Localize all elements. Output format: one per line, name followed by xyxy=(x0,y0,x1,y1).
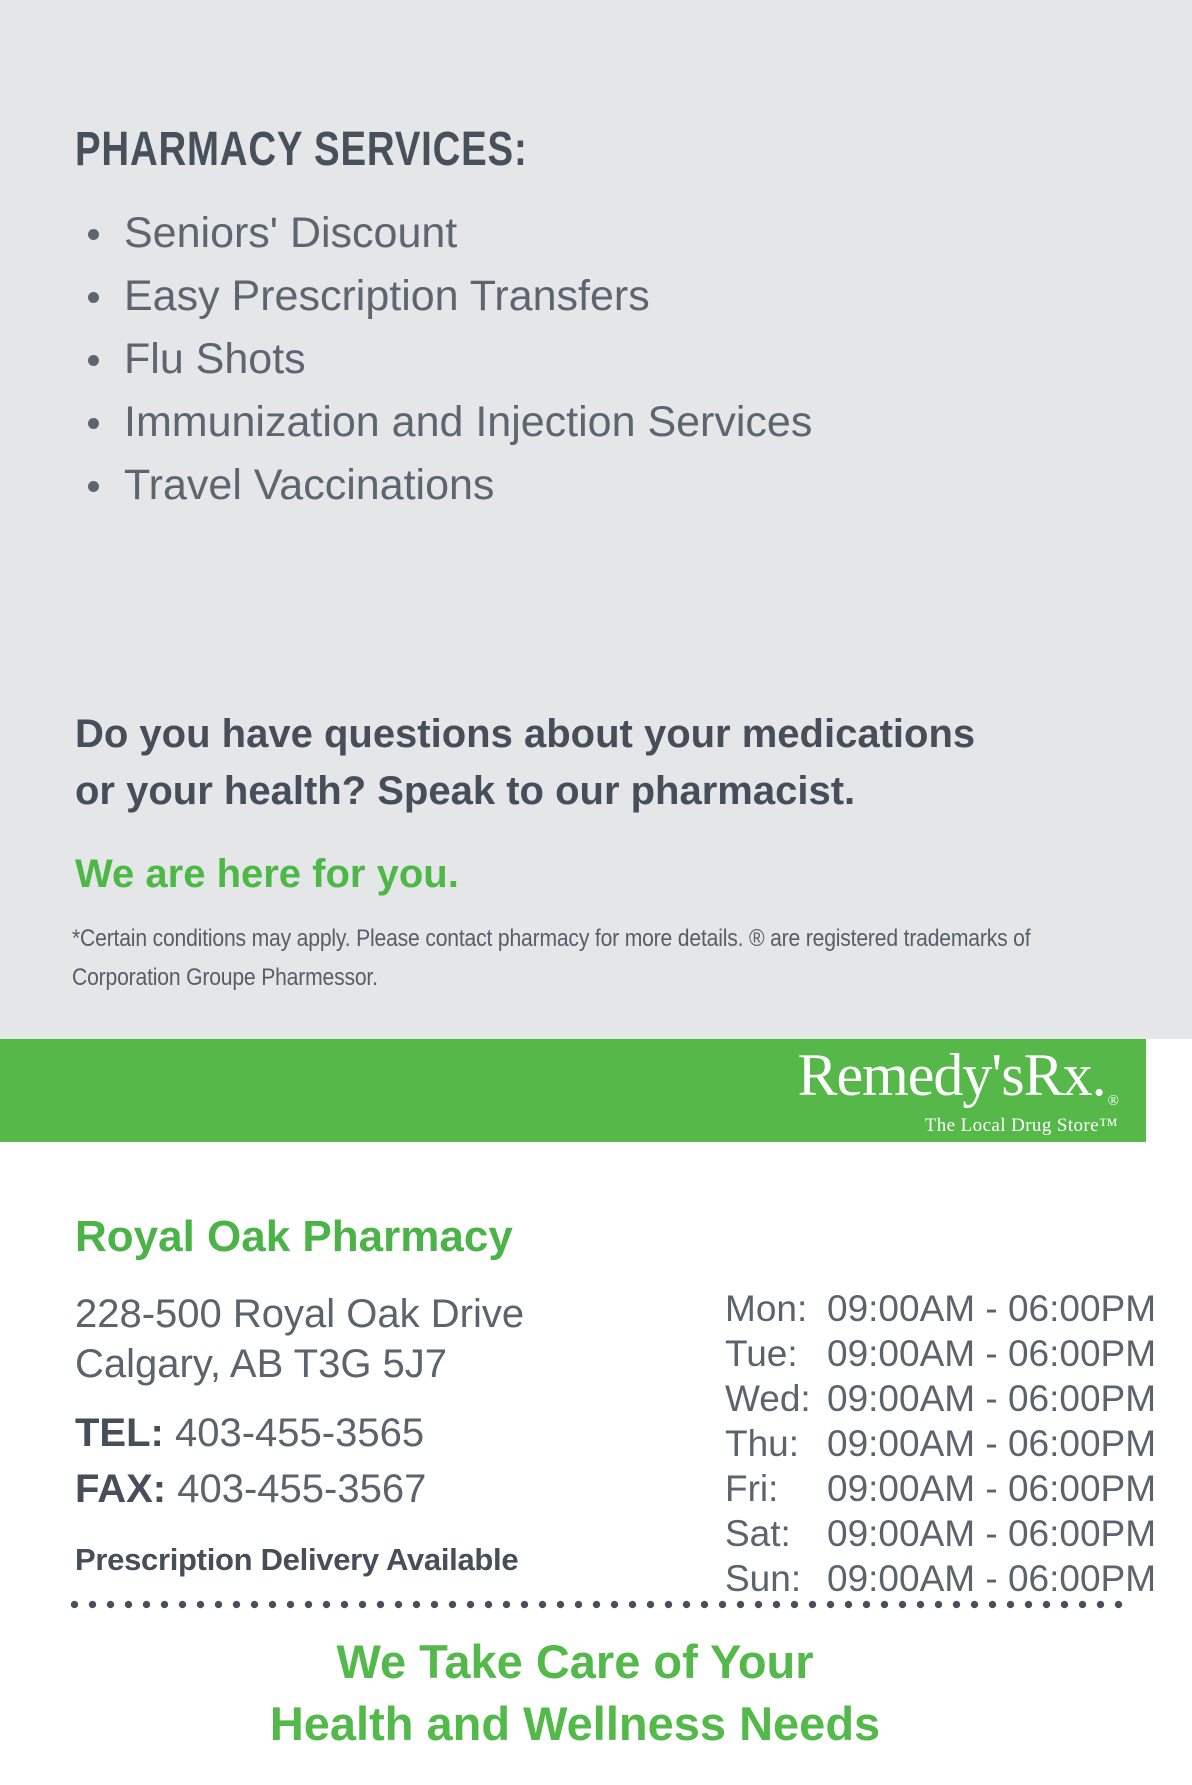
hours-time: 09:00AM - 06:00PM xyxy=(827,1423,1157,1464)
brand-logo-text: Remedy'sRx. xyxy=(797,1042,1106,1108)
registered-mark: ® xyxy=(1107,1093,1118,1109)
services-list xyxy=(86,202,812,517)
hours-row xyxy=(725,1466,1156,1511)
service-item-label: Immunization and Injection Services xyxy=(124,398,813,446)
service-item-label: Flu Shots xyxy=(124,335,306,383)
services-heading: PHARMACY SERVICES: xyxy=(75,123,528,176)
hours-time: 09:00AM - 06:00PM xyxy=(827,1513,1157,1554)
bullet-icon xyxy=(88,355,99,366)
hours-time: 09:00AM - 06:00PM xyxy=(827,1288,1157,1329)
delivery-note: Prescription Delivery Available xyxy=(75,1542,519,1577)
hours-day: Sun: xyxy=(725,1558,802,1599)
hours-row xyxy=(725,1286,1156,1331)
fax-line xyxy=(75,1464,426,1514)
hours-row xyxy=(725,1556,1156,1601)
bullet-icon xyxy=(88,418,99,429)
service-item xyxy=(86,202,812,265)
service-item-label: Easy Prescription Transfers xyxy=(124,272,650,320)
hours-day: Fri: xyxy=(725,1468,779,1509)
disclaimer-line-1: *Certain conditions may apply. Please contact pharmacy for more details. ® are registered trademarks of xyxy=(72,925,1031,952)
hours-time: 09:00AM - 06:00PM xyxy=(827,1333,1157,1374)
store-address xyxy=(75,1289,524,1389)
hours-day: Mon: xyxy=(725,1288,808,1329)
brand-banner xyxy=(0,1039,1146,1142)
hours-time: 09:00AM - 06:00PM xyxy=(827,1558,1157,1599)
bullet-icon xyxy=(88,481,99,492)
we-are-here-tagline: We are here for you. xyxy=(75,852,459,896)
questions-line-2: or your health? Speak to our pharmacist. xyxy=(75,769,856,813)
hours-day: Thu: xyxy=(725,1423,800,1464)
service-item xyxy=(86,454,812,517)
service-item xyxy=(86,391,812,454)
service-item xyxy=(86,265,812,328)
hours-row xyxy=(725,1421,1156,1466)
bullet-icon xyxy=(88,292,99,303)
questions-line-1: Do you have questions about your medications xyxy=(75,712,976,756)
footer-tagline-line-1: We Take Care of Your xyxy=(336,1635,814,1688)
brand-logo xyxy=(797,1044,1118,1136)
service-item-label: Travel Vaccinations xyxy=(124,461,495,509)
footer-tagline xyxy=(0,1631,1150,1755)
disclaimer-line-2: Corporation Groupe Pharmessor. xyxy=(72,964,378,991)
tel-line xyxy=(75,1408,424,1458)
address-line-2: Calgary, AB T3G 5J7 xyxy=(75,1342,448,1386)
hours-day: Tue: xyxy=(725,1333,798,1374)
service-item-label: Seniors' Discount xyxy=(124,209,458,257)
service-item xyxy=(86,328,812,391)
disclaimer xyxy=(72,919,1030,997)
hours-row xyxy=(725,1376,1156,1421)
fax-label: FAX: xyxy=(75,1467,167,1511)
hours-day: Sat: xyxy=(725,1513,791,1554)
tel-number: 403-455-3565 xyxy=(175,1411,425,1455)
store-name: Royal Oak Pharmacy xyxy=(75,1212,513,1261)
questions-text xyxy=(75,706,975,820)
hours-time: 09:00AM - 06:00PM xyxy=(827,1378,1157,1419)
dotted-divider xyxy=(70,1600,1128,1609)
brand-logo-wordmark xyxy=(797,1044,1118,1122)
bullet-icon xyxy=(88,229,99,240)
hours-row xyxy=(725,1331,1156,1376)
hours-day: Wed: xyxy=(725,1378,811,1419)
footer-tagline-line-2: Health and Wellness Needs xyxy=(269,1697,881,1750)
fax-number: 403-455-3567 xyxy=(177,1467,427,1511)
brand-tagline: The Local Drug Store™ xyxy=(924,1115,1118,1136)
tel-label: TEL: xyxy=(75,1411,164,1455)
address-line-1: 228-500 Royal Oak Drive xyxy=(75,1292,525,1336)
hours-row xyxy=(725,1511,1156,1556)
hours-table xyxy=(725,1286,1156,1601)
hours-time: 09:00AM - 06:00PM xyxy=(827,1468,1157,1509)
